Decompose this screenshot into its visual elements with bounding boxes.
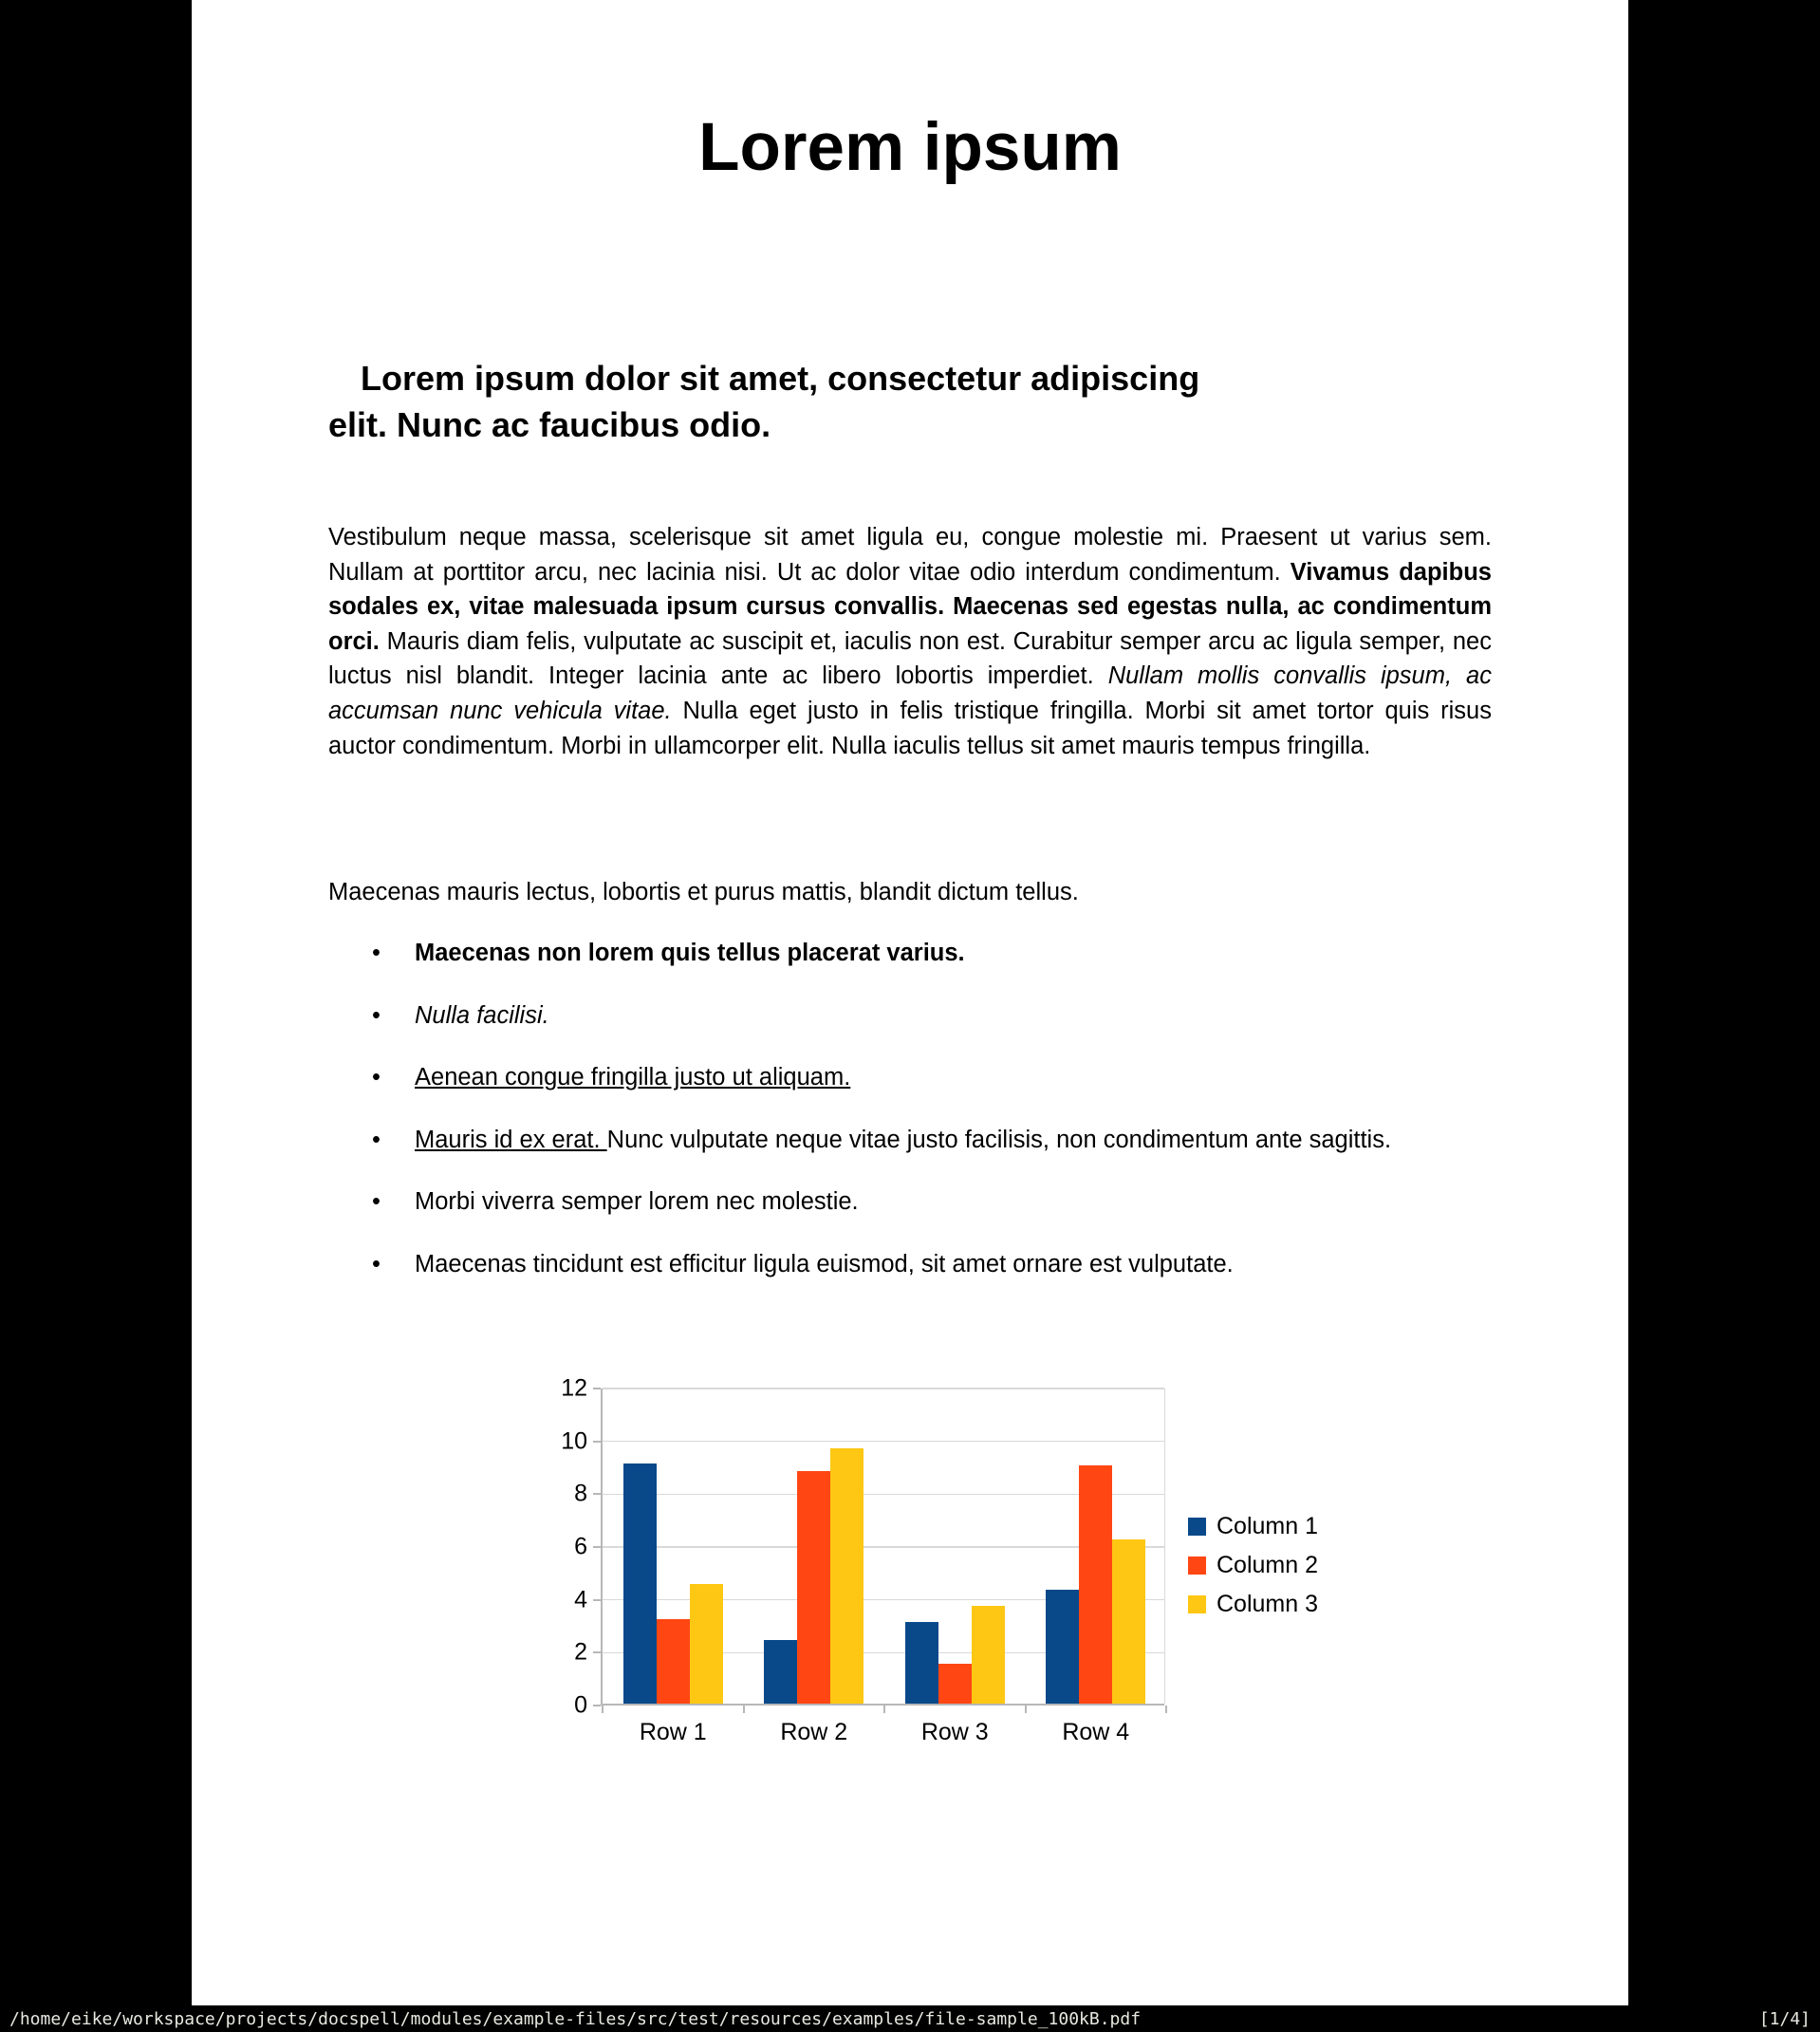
gridline (603, 1441, 1164, 1443)
bullet-item (328, 1184, 1492, 1220)
text-segment: Nunc vulputate neque vitae justo facilisis, non condimentum ante sagittis. (606, 1126, 1392, 1153)
text-segment: Nulla facilisi. (415, 1001, 549, 1029)
legend-color-swatch (1188, 1557, 1206, 1575)
x-axis-tick (1025, 1706, 1027, 1713)
y-axis-tick (593, 1441, 601, 1443)
text-segment: Mauris diam felis, vulputate ac suscipit et, iaculis non est. Curabitur semper arcu ac ligula semper, nec luctus nisl blandit. Integer lacinia ante ac libero lobortis imperdiet. (328, 627, 1492, 690)
x-axis-tick (602, 1706, 604, 1713)
bullet-item (328, 1123, 1492, 1158)
statusbar (0, 2005, 1820, 2032)
x-axis-tick (743, 1706, 745, 1713)
bullet-item (328, 936, 1492, 971)
gridline (603, 1388, 1164, 1389)
document-subtitle (328, 355, 1492, 448)
bar-row-1-column-1 (623, 1463, 657, 1704)
plot-right-border (1164, 1389, 1166, 1704)
x-axis-category-label: Row 2 (780, 1719, 848, 1745)
y-axis-tick-label: 2 (574, 1638, 587, 1666)
bar-chart-plot-area (561, 1374, 1318, 1745)
y-axis-tick (593, 1705, 601, 1706)
statusbar-page-indicator: [1/4] (1758, 2008, 1811, 2029)
x-axis-category-label: Row 1 (639, 1719, 707, 1745)
text-segment: Nullam mollis convallis ipsum, ac accumsan nunc vehicula vitae. (328, 662, 1492, 724)
document-subtitle-line: elit. Nunc ac faucibus odio. (328, 405, 771, 444)
legend-label: Column 2 (1216, 1552, 1318, 1578)
document-title: Lorem ipsum (698, 110, 1122, 185)
y-axis-tick-label: 0 (574, 1691, 587, 1719)
x-axis-tick (883, 1706, 885, 1713)
bullet-item (328, 1060, 1492, 1095)
document-subtitle-line: Lorem ipsum dolor sit amet, consectetur adipiscing (361, 359, 1200, 398)
y-axis-tick-label: 8 (574, 1480, 587, 1507)
y-axis-tick-label: 4 (574, 1586, 587, 1613)
chart-legend (1188, 1507, 1318, 1624)
bullet-item (328, 998, 1492, 1034)
bar-row-3-column-2 (938, 1664, 972, 1704)
y-axis-tick-label: 6 (574, 1533, 587, 1560)
legend-item (1188, 1585, 1318, 1624)
bullet-list (328, 936, 1492, 1310)
bar-row-4-column-1 (1046, 1590, 1079, 1704)
y-axis-tick (593, 1599, 601, 1601)
bar-row-1-column-3 (690, 1584, 723, 1704)
bar-row-2-column-1 (764, 1640, 797, 1704)
legend-color-swatch (1188, 1518, 1206, 1536)
x-axis-category-label: Row 4 (1062, 1719, 1130, 1745)
y-axis-tick-label: 10 (561, 1427, 587, 1455)
y-axis-tick-label: 12 (561, 1374, 587, 1402)
y-axis-tick (593, 1388, 601, 1389)
legend-item (1188, 1507, 1318, 1546)
body-paragraph (328, 520, 1492, 763)
bar-row-3-column-3 (972, 1606, 1005, 1704)
text-segment: Maecenas tincidunt est efficitur ligula euismod, sit amet ornare est vulputate. (415, 1250, 1234, 1277)
text-segment: Maecenas non lorem quis tellus placerat varius. (415, 940, 965, 966)
text-segment: Nulla eget justo in felis tristique fringilla. Morbi sit amet tortor quis risus auctor condimentum. Morbi in ullamcorper elit. Nulla iaculis tellus sit amet mauris tempus fringilla. (328, 697, 1492, 759)
text-segment: Aenean congue fringilla justo ut aliquam. (415, 1064, 851, 1091)
bar-row-4-column-3 (1112, 1539, 1145, 1704)
x-axis-tick (1165, 1706, 1167, 1713)
x-axis-category-label: Row 3 (920, 1719, 989, 1745)
text-segment: Vestibulum neque massa, scelerisque sit amet ligula eu, congue molestie mi. Praesent ut varius sem. Nullam at porttitor arcu, nec lacinia nisi. Ut ac dolor vitae odio interdum condimentum. (328, 524, 1492, 586)
bar-row-2-column-2 (797, 1471, 830, 1704)
legend-item (1188, 1546, 1318, 1585)
statusbar-file-path: /home/eike/workspace/projects/docspell/modules/example-files/src/test/resources/examples/file-sample_100kB.pdf (9, 2008, 1142, 2029)
document-page[interactable] (192, 0, 1628, 2032)
legend-label: Column 1 (1216, 1513, 1318, 1539)
y-axis-tick (593, 1651, 601, 1653)
legend-color-swatch (1188, 1595, 1206, 1613)
body-paragraph: Maecenas mauris lectus, lobortis et purus mattis, blandit dictum tellus. (328, 879, 1079, 905)
bar-row-2-column-3 (830, 1448, 864, 1704)
text-segment: Vivamus dapibus sodales ex, vitae malesuada ipsum cursus convallis. Maecenas sed egestas nulla, ac condimentum orci. (328, 558, 1492, 655)
bar-row-3-column-1 (905, 1622, 938, 1704)
bar-row-1-column-2 (657, 1619, 690, 1704)
y-axis-tick (593, 1546, 601, 1548)
text-segment: Mauris id ex erat. (415, 1126, 607, 1153)
bar-row-4-column-2 (1079, 1465, 1112, 1704)
bullet-item (328, 1247, 1492, 1282)
legend-label: Column 3 (1216, 1591, 1318, 1617)
text-segment: Morbi viverra semper lorem nec molestie. (415, 1188, 859, 1216)
y-axis-tick (593, 1493, 601, 1495)
